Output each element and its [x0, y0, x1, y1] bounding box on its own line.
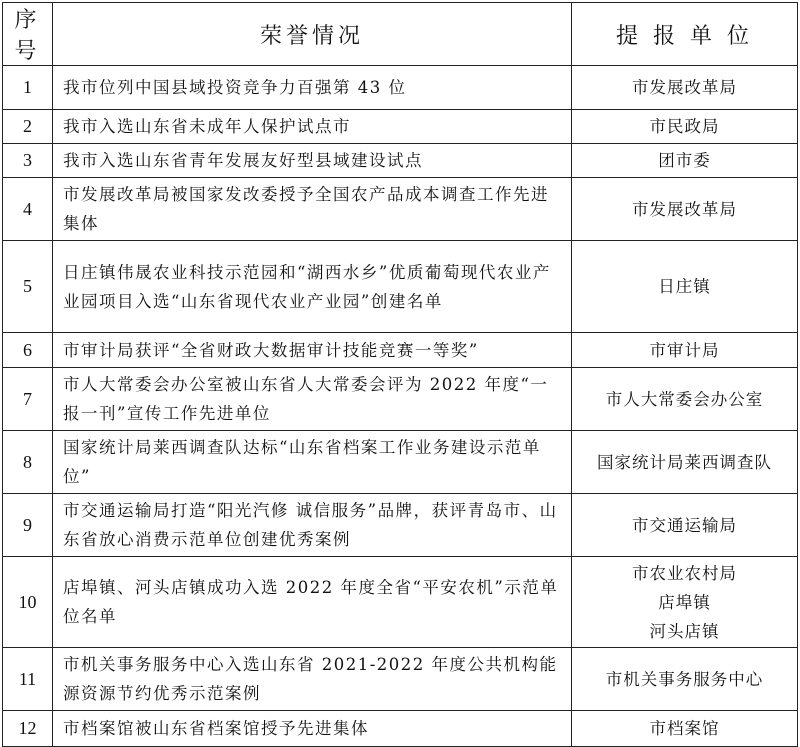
row-number: 10	[3, 557, 53, 648]
row-number: 3	[3, 144, 53, 178]
reporting-unit	[572, 494, 798, 557]
unit-name: 市人大常委会办公室	[605, 389, 764, 409]
unit-name: 河头店镇	[649, 621, 720, 641]
unit-name: 市交通运输局	[632, 515, 737, 535]
honor-description: 市人大常委会办公室被山东省人大常委会评为 2022 年度“一报一刊”宣传工作先进单位	[53, 368, 572, 431]
header-honor: 荣誉情况	[53, 3, 572, 66]
table-row	[3, 494, 798, 557]
reporting-unit	[572, 557, 798, 648]
unit-name: 市民政局	[649, 117, 720, 136]
table-row	[3, 144, 798, 178]
row-number: 1	[3, 66, 53, 110]
row-number: 11	[3, 648, 53, 711]
reporting-unit	[572, 144, 798, 178]
unit-name: 市发展改革局	[632, 199, 737, 219]
honor-description: 市发展改革局被国家发改委授予全国农产品成本调查工作先进集体	[53, 178, 572, 241]
row-number: 6	[3, 333, 53, 368]
table-row	[3, 66, 798, 110]
unit-name: 市机关事务服务中心	[605, 669, 764, 689]
table-row	[3, 557, 798, 648]
row-number: 8	[3, 431, 53, 494]
unit-name: 国家统计局莱西调查队	[597, 452, 772, 472]
reporting-unit	[572, 648, 798, 711]
table-row	[3, 333, 798, 368]
header-unit: 提 报 单 位	[572, 3, 798, 66]
honor-description: 店埠镇、河头店镇成功入选 2022 年度全省“平安农机”示范单位名单	[53, 557, 572, 648]
reporting-unit	[572, 110, 798, 144]
unit-name: 市审计局	[649, 340, 720, 360]
unit-name: 市农业农村局	[632, 563, 737, 583]
header-number: 序 号	[3, 3, 53, 66]
table-row	[3, 431, 798, 494]
honors-table	[2, 2, 798, 747]
table-row	[3, 178, 798, 241]
honor-description: 市交通运输局打造“阳光汽修 诚信服务”品牌，获评青岛市、山东省放心消费示范单位创建优秀案例	[53, 494, 572, 557]
reporting-unit	[572, 66, 798, 110]
reporting-unit	[572, 431, 798, 494]
honor-description: 我市入选山东省青年发展友好型县域建设试点	[53, 144, 572, 178]
unit-name: 店埠镇	[658, 592, 711, 612]
table-row	[3, 648, 798, 711]
row-number: 12	[3, 711, 53, 747]
honor-description: 市机关事务服务中心入选山东省 2021-2022 年度公共机构能源资源节约优秀示范案例	[53, 648, 572, 711]
unit-name: 市发展改革局	[632, 78, 737, 97]
reporting-unit	[572, 178, 798, 241]
row-number: 9	[3, 494, 53, 557]
table-row	[3, 110, 798, 144]
unit-name: 市档案馆	[649, 719, 720, 738]
row-number: 5	[3, 241, 53, 333]
honor-description: 国家统计局莱西调查队达标“山东省档案工作业务建设示范单位”	[53, 431, 572, 494]
unit-name: 日庄镇	[658, 277, 711, 296]
honor-description: 我市入选山东省未成年人保护试点市	[53, 110, 572, 144]
reporting-unit	[572, 333, 798, 368]
honor-description: 市审计局获评“全省财政大数据审计技能竞赛一等奖”	[53, 333, 572, 368]
header-row	[3, 3, 798, 66]
honor-description: 市档案馆被山东省档案馆授予先进集体	[53, 711, 572, 747]
honor-description: 我市位列中国县域投资竞争力百强第 43 位	[53, 66, 572, 110]
reporting-unit	[572, 241, 798, 333]
row-number: 2	[3, 110, 53, 144]
honor-description: 日庄镇伟晟农业科技示范园和“湖西水乡”优质葡萄现代农业产业园项目入选“山东省现代农业产业园”创建名单	[53, 241, 572, 333]
table-row	[3, 241, 798, 333]
unit-name: 团市委	[658, 151, 711, 170]
row-number: 7	[3, 368, 53, 431]
row-number: 4	[3, 178, 53, 241]
reporting-unit	[572, 368, 798, 431]
table-row	[3, 368, 798, 431]
